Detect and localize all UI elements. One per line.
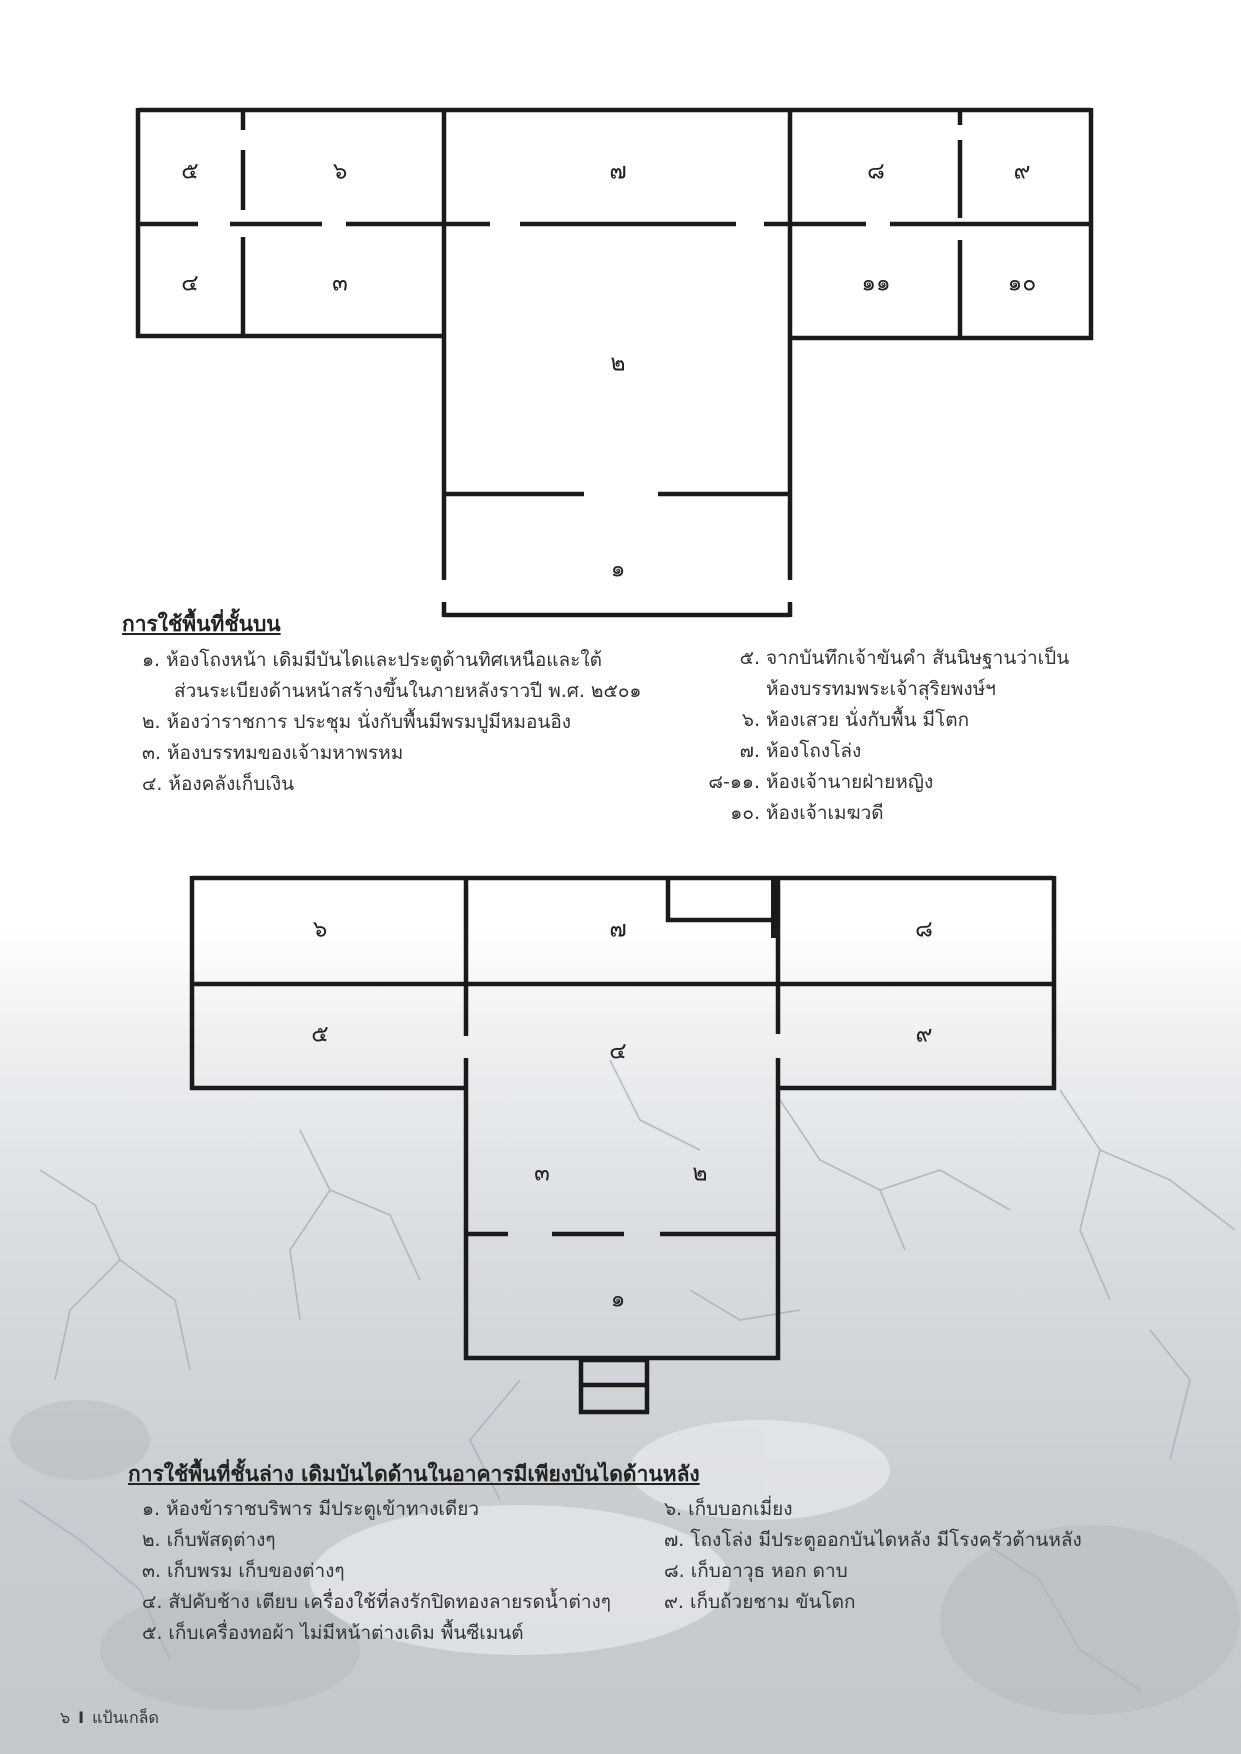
upper-room-label: ๗ [609, 158, 627, 185]
item-text-continued: ส่วนระเบียงด้านหน้าสร้างขึ้นในภายหลังราวปี พ.ศ. ๒๕๐๑ [174, 680, 642, 702]
item-text: เก็บพรม เก็บของต่างๆ [167, 1560, 345, 1582]
lower-floor-plan [190, 876, 1056, 1412]
lower-floor-heading: การใช้พื้นที่ชั้นล่าง เดิมบันไดด้านในอาคารมีเพียงบันไดด้านหลัง [128, 1462, 700, 1486]
item-number: ๘. [664, 1560, 685, 1582]
lower-room-label: ๔ [609, 1038, 627, 1065]
list-item [664, 1525, 1082, 1556]
item-text: เก็บอาวุธ หอก ดาบ [690, 1560, 848, 1582]
item-text: จากบันทึกเจ้าขันคำ สันนิษฐานว่าเป็น [766, 647, 1070, 669]
item-text: โถงโล่ง มีประตูออกบันไดหลัง มีโรงครัวด้านหลัง [690, 1529, 1082, 1551]
publication-name: แป้นเกล็ด [92, 1708, 159, 1727]
item-number: ๓. [142, 1560, 162, 1582]
lower-room-label: ๑ [610, 1286, 626, 1313]
item-number: ๒. [142, 1529, 161, 1551]
item-text: เก็บพัสดุต่างๆ [166, 1529, 276, 1551]
page-number: ๖ [60, 1708, 71, 1727]
list-item [142, 645, 641, 707]
upper-room-label: ๙ [1013, 158, 1031, 185]
lower-room-label: ๙ [915, 1021, 933, 1048]
list-item [142, 769, 641, 800]
item-text: ห้องคลังเก็บเงิน [168, 773, 295, 795]
item-number: ๙. [664, 1591, 684, 1613]
item-number: ๗. [739, 740, 760, 762]
lower-room-label: ๘ [915, 916, 933, 943]
item-text: ห้องเจ้าเมฆวดี [766, 802, 884, 824]
item-number: ๑๐. [730, 802, 760, 824]
upper-room-label: ๒ [610, 350, 626, 377]
item-text: ห้องข้าราชบริพาร มีประตูเข้าทางเดียว [166, 1498, 480, 1520]
list-item [142, 707, 641, 738]
item-number: ๕. [739, 647, 760, 669]
item-text: ห้องเสวย นั่งกับพื้น มีโตก [766, 709, 970, 731]
lower-room-label: ๕ [311, 1021, 329, 1048]
item-number: ๗. [664, 1529, 685, 1551]
item-number: ๕. [142, 1622, 163, 1644]
upper-room-label: ๘ [867, 158, 885, 185]
item-text: เก็บบอกเมี่ยง [688, 1498, 793, 1520]
item-text: เก็บถ้วยชาม ขันโตก [689, 1591, 856, 1613]
item-text: ห้องว่าราชการ ประชุม นั่งกับพื้นมีพรมปูมีหมอนอิง [166, 711, 572, 733]
item-text: ห้องโถงหน้า เดิมมีบันไดและประตูด้านทิศเหนือและใต้ [166, 649, 602, 671]
upper-floor-heading: การใช้พื้นที่ชั้นบน [122, 612, 281, 636]
upper-room-label: ๑ [610, 556, 626, 583]
lower-floor-left-list [142, 1494, 611, 1649]
upper-floor-plan [136, 108, 1093, 617]
item-text: สัปคับช้าง เตียบ เครื่องใช้ที่ลงรักปิดทองลายรดน้ำต่างๆ [168, 1591, 611, 1613]
item-text: ห้องโถงโล่ง [766, 740, 862, 762]
list-item [142, 1525, 611, 1556]
lower-room-label: ๖ [312, 916, 328, 943]
item-text: ห้องบรรทมของเจ้ามหาพรหม [167, 742, 404, 764]
lower-room-label: ๒ [692, 1160, 708, 1187]
upper-floor-left-list [142, 645, 641, 800]
item-text: ห้องเจ้านายฝ่ายหญิง [766, 771, 934, 793]
upper-room-label: ๓ [332, 270, 348, 297]
list-item [664, 1587, 1082, 1618]
list-item [142, 1587, 611, 1618]
upper-floor-right-list [702, 643, 1069, 829]
upper-room-label: ๑๑ [861, 270, 891, 297]
item-number: ๑. [142, 649, 161, 671]
lower-floor-right-list [664, 1494, 1082, 1618]
page-footer [60, 1706, 159, 1731]
list-item [702, 798, 1069, 829]
footer-separator: I [78, 1708, 85, 1727]
item-number: ๓. [142, 742, 162, 764]
item-text-continued: ห้องบรรทมพระเจ้าสุริยพงษ์ฯ [766, 678, 996, 700]
upper-room-label: ๑๐ [1007, 270, 1037, 297]
item-number: ๑. [142, 1498, 161, 1520]
item-text: เก็บเครื่องทอผ้า ไม่มีหน้าต่างเดิม พื้นซีเมนต์ [168, 1622, 524, 1644]
list-item [664, 1556, 1082, 1587]
list-item [702, 643, 1069, 705]
lower-room-label: ๗ [609, 916, 627, 943]
list-item [702, 705, 1069, 736]
upper-room-label: ๖ [332, 158, 348, 185]
list-item [142, 1556, 611, 1587]
item-number: ๔. [142, 773, 163, 795]
item-number: ๔. [142, 1591, 163, 1613]
item-number: ๖. [741, 709, 760, 731]
upper-room-label: ๔ [181, 270, 199, 297]
item-number: ๒. [142, 711, 161, 733]
item-number: ๘-๑๑. [708, 771, 760, 793]
list-item [702, 767, 1069, 798]
list-item [142, 1494, 611, 1525]
upper-room-label: ๕ [181, 158, 199, 185]
lower-room-label: ๓ [534, 1160, 550, 1187]
list-item [664, 1494, 1082, 1525]
list-item [142, 1618, 611, 1649]
list-item [142, 738, 641, 769]
item-number: ๖. [664, 1498, 683, 1520]
list-item [702, 736, 1069, 767]
